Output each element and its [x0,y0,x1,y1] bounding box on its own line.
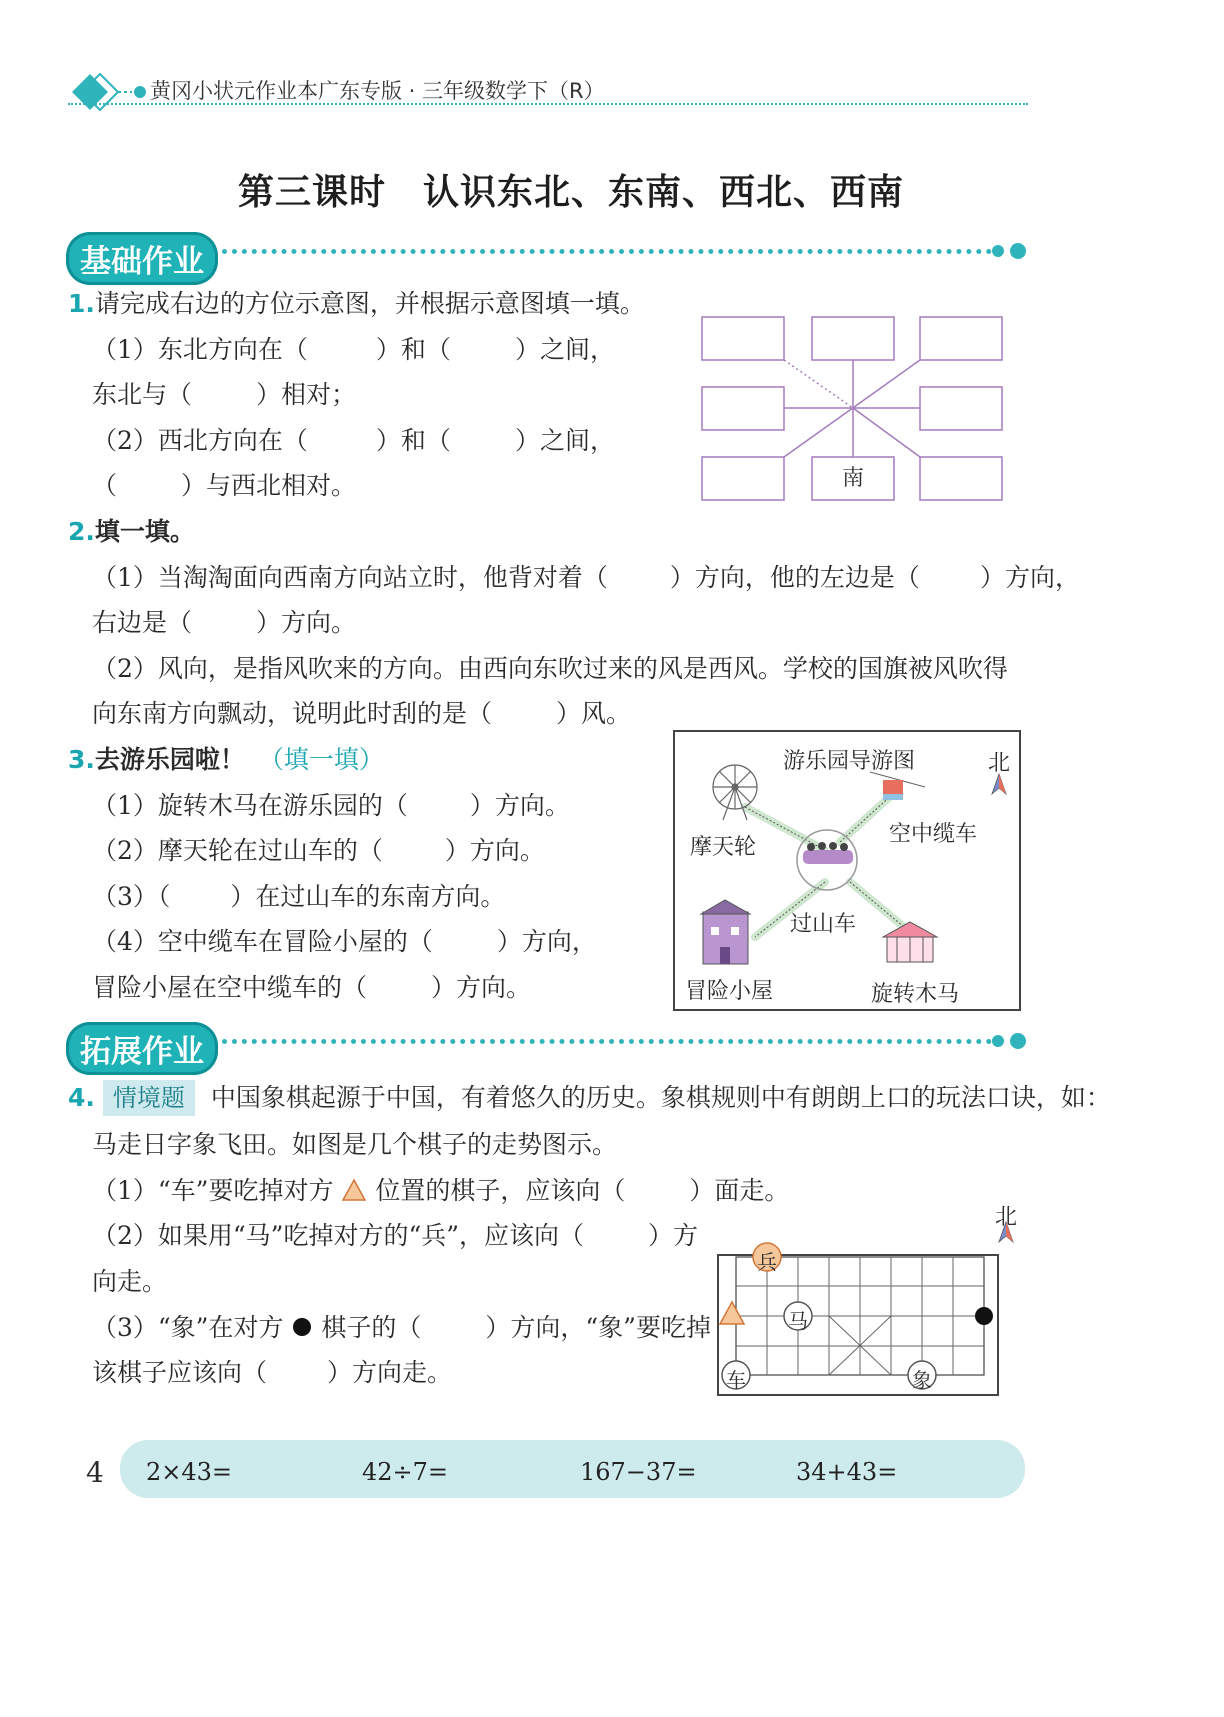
math-exercise-3: 167−37= [580,1458,697,1486]
park-map [673,730,1021,1011]
board-triangle-icon [720,1302,744,1324]
q3-line: 3.去游乐园啦！ （填一填） [68,745,384,774]
section-extend-badge: 拓展作业 [66,1022,218,1075]
q3-sub2: （2）摩天轮在过山车的（ ）方向。 [92,836,545,865]
map-north-label: 北 [988,751,1011,776]
q2-sub2b: 向东南方向飘动，说明此时刮的是（ ）风。 [92,699,632,728]
adventure-house-icon [701,900,750,964]
q2-sub2: （2）风向，是指风吹来的方向。由西向东吹过来的风是西风。学校的国旗被风吹得 [92,654,1008,683]
q2-sub1: （1）当淘淘面向西南方向站立时，他背对着（ ）方向，他的左边是（ ）方向， [92,563,1080,592]
math-exercise-1: 2×43= [146,1458,233,1486]
q1-line: 1.请完成右边的方位示意图，并根据示意图填一填。 [68,289,645,318]
section-extend-dots-icon [990,1030,1030,1052]
q2-line: 2.填一填。 [68,517,195,546]
chess-board-grid [716,1200,1016,1400]
box-west [702,387,784,430]
q4-sub3b: 该棋子应该向（ ）方向走。 [92,1358,453,1387]
map-label-cable: 空中缆车 [889,822,978,847]
diagram-south-label: 南 [842,466,865,491]
section-basic-badge: 基础作业 [66,232,218,285]
q2-sub1b: 右边是（ ）方向。 [92,608,357,637]
piece-ma-label: 马 [788,1309,808,1333]
map-north-arrow-icon [992,774,1006,794]
q1-sub2: （2）西北方向在（ ）和（ ）之间， [92,426,615,455]
map-label-ferris: 摩天轮 [690,835,757,860]
piece-bing-label: 兵 [757,1250,777,1274]
book-title: 黄冈小状元作业本广东专版 · 三年级数学下（R） [150,79,605,103]
header-divider [68,103,1028,105]
q4-line: 4. 情境题 中国象棋起源于中国，有着悠久的历史。象棋规则中有朗朗上口的玩法口诀，如： [68,1085,1111,1110]
piece-che-label: 车 [726,1368,746,1392]
map-label-house: 冒险小屋 [685,979,774,1004]
box-east [920,387,1002,430]
section-extend-divider [222,1039,992,1044]
box-northwest [702,317,784,360]
q4-sub2b: 向走。 [92,1267,168,1296]
q4-scenario-tag: 情境题 [103,1080,195,1116]
board-black-piece-icon [975,1307,993,1325]
map-label-carousel: 旋转木马 [871,982,960,1007]
section-basic-divider [222,249,992,254]
map-label-coaster: 过山车 [790,912,857,937]
q4-sub3: （3）“象”在对方 棋子的（ ）方向，“象”要吃掉 [92,1313,711,1342]
black-circle-icon [291,1316,313,1338]
piece-xiang-label: 象 [912,1368,932,1392]
math-exercise-4: 34+43= [796,1458,898,1486]
q3-sub4: （4）空中缆车在冒险小屋的（ ）方向， [92,927,597,956]
q3-sub1: （1）旋转木马在游乐园的（ ）方向。 [92,791,570,820]
q1-sub1: （1）东北方向在（ ）和（ ）之间， [92,335,615,364]
carousel-icon [883,922,937,962]
q4-sub1: （1）“车”要吃掉对方 位置的棋子，应该向（ ）面走。 [92,1176,790,1205]
map-title: 游乐园导游图 [783,749,916,774]
box-northeast [920,317,1002,360]
q3-sub3: （3）（ ）在过山车的东南方向。 [92,882,506,911]
q4-sub2: （2）如果用“马”吃掉对方的“兵”，应该向（ ）方 [92,1221,699,1250]
lesson-title: 第三课时 认识东北、东南、西北、西南 [238,172,905,213]
box-southwest [702,457,784,500]
triangle-icon [341,1178,367,1202]
chess-board [716,1200,1016,1400]
box-north [812,317,894,360]
board-north-label: 北 [995,1205,1018,1230]
q4-intro2: 马走日字象飞田。如图是几个棋子的走势图示。 [92,1130,618,1159]
q1-sub2b: （ ）与西北相对。 [92,471,357,500]
page-number: 4 [86,1456,104,1489]
cable-car-icon [870,772,925,800]
header-diamond-icon [70,72,150,112]
q1-sub1b: 东北与（ ）相对； [92,380,357,409]
box-southeast [920,457,1002,500]
math-exercise-2: 42÷7= [362,1458,449,1486]
section-basic-dots-icon [990,240,1030,262]
q3-sub4b: 冒险小屋在空中缆车的（ ）方向。 [92,973,532,1002]
